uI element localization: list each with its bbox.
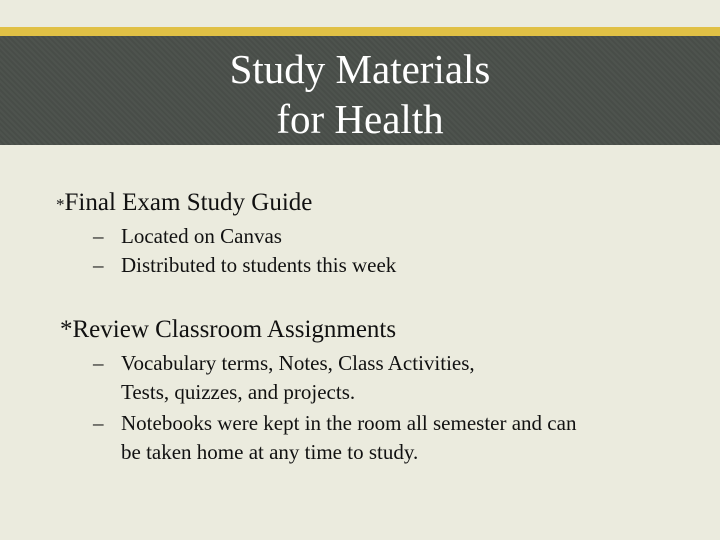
bullet-dash: – bbox=[93, 411, 104, 435]
title-line-2: for Health bbox=[276, 96, 444, 142]
bullet-line: be taken home at any time to study. bbox=[121, 440, 419, 464]
bullet-text bbox=[121, 409, 576, 467]
bullet-line: Vocabulary terms, Notes, Class Activities, bbox=[121, 351, 475, 375]
section-heading-text-1: Final Exam Study Guide bbox=[64, 189, 313, 216]
bullet-line: Tests, quizzes, and projects. bbox=[121, 380, 356, 404]
bullet-text bbox=[121, 349, 475, 407]
title-line-1: Study Materials bbox=[229, 46, 491, 92]
bullet-text bbox=[121, 251, 396, 280]
bullet-dash: – bbox=[93, 253, 104, 277]
bullet-star-2: * bbox=[60, 316, 73, 343]
section-heading-2 bbox=[60, 315, 396, 345]
bullet-star-1: * bbox=[56, 195, 65, 214]
bullet-dash: – bbox=[93, 351, 104, 375]
bullet-line: Located on Canvas bbox=[121, 224, 282, 248]
bullet-dash: – bbox=[93, 224, 104, 248]
section-heading-1 bbox=[56, 188, 312, 220]
bullet-text bbox=[121, 222, 282, 251]
section-heading-text-2: Review Classroom Assignments bbox=[72, 316, 397, 343]
bullet-line: Notebooks were kept in the room all semester and can bbox=[121, 411, 577, 435]
bullet-line: Distributed to students this week bbox=[121, 253, 397, 277]
